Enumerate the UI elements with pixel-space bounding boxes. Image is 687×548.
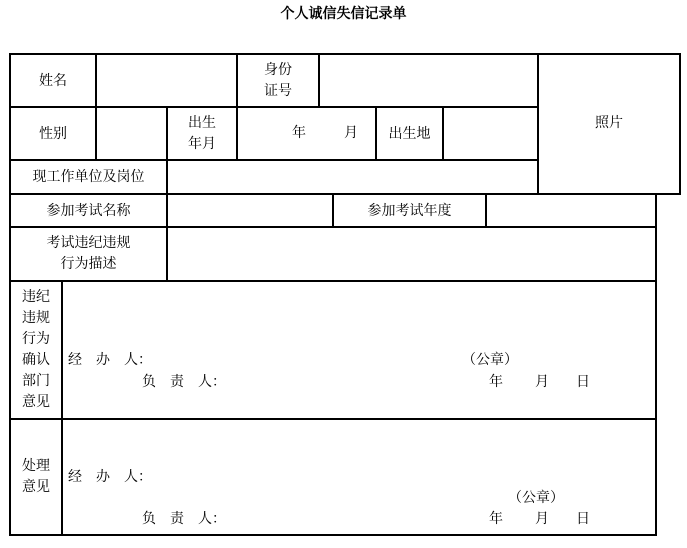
handling-opinion-label xyxy=(11,420,61,534)
handling-date-day: 日 xyxy=(576,511,590,527)
confirm-label-char: 部门 xyxy=(22,373,50,389)
birthplace-field[interactable] xyxy=(444,108,537,159)
name-label: 姓名 xyxy=(39,72,67,89)
birth-date-label-line1: 出生 xyxy=(188,114,216,131)
confirm-label-char: 意见 xyxy=(22,394,50,410)
confirm-date-year: 年 xyxy=(489,374,503,390)
violation-description-label xyxy=(11,228,166,280)
handling-responsible-label: 负 责 人： xyxy=(142,511,226,527)
handling-handler-label: 经 办 人： xyxy=(68,469,152,485)
violation-description-label-line2: 行为描述 xyxy=(60,256,117,272)
confirm-seal: （公章） xyxy=(462,352,518,368)
exam-year-label: 参加考试年度 xyxy=(367,202,452,219)
photo-label: 照片 xyxy=(595,115,623,131)
confirm-opinion-label xyxy=(11,282,61,418)
handling-label-char: 意见 xyxy=(22,479,50,495)
confirm-handler-label: 经 办 人： xyxy=(68,352,152,368)
handling-date-month: 月 xyxy=(535,511,549,527)
birth-month-unit: 月 xyxy=(344,125,358,141)
gender-field[interactable] xyxy=(97,108,166,159)
confirm-label-char: 违规 xyxy=(22,310,50,326)
confirm-label-char: 违纪 xyxy=(22,289,50,305)
id-number-label-line1: 身份 xyxy=(264,61,292,78)
confirm-date-month: 月 xyxy=(535,374,549,390)
photo-border-right xyxy=(679,53,681,195)
confirm-label-char: 行为 xyxy=(22,331,50,347)
birth-date-label xyxy=(168,108,236,159)
id-number-field[interactable] xyxy=(320,55,537,106)
page-title: 个人诚信失信记录单 xyxy=(280,6,407,22)
name-field[interactable] xyxy=(97,55,236,106)
id-number-label xyxy=(238,55,318,106)
violation-description-field[interactable] xyxy=(168,228,655,280)
confirm-date-day: 日 xyxy=(576,374,590,390)
confirm-label-char: 确认 xyxy=(22,352,50,368)
exam-name-label: 参加考试名称 xyxy=(46,202,131,219)
birth-date-label-line2: 年月 xyxy=(188,135,216,152)
violation-description-label-line1: 考试违纪违规 xyxy=(46,235,131,251)
table-border-right xyxy=(655,193,657,536)
handling-seal: （公章） xyxy=(508,490,564,506)
work-unit-label: 现工作单位及岗位 xyxy=(32,169,145,185)
table-border-bottom xyxy=(9,534,657,536)
work-unit-field[interactable] xyxy=(168,161,537,193)
confirm-responsible-label: 负 责 人： xyxy=(142,374,226,390)
handling-label-char: 处理 xyxy=(22,458,50,474)
handling-date-year: 年 xyxy=(489,511,503,527)
exam-year-field[interactable] xyxy=(487,195,655,226)
birth-year-unit: 年 xyxy=(292,125,306,141)
id-number-label-line2: 证号 xyxy=(264,82,292,99)
gender-label: 性别 xyxy=(39,125,67,142)
birthplace-label: 出生地 xyxy=(388,125,431,142)
exam-name-field[interactable] xyxy=(168,195,332,226)
